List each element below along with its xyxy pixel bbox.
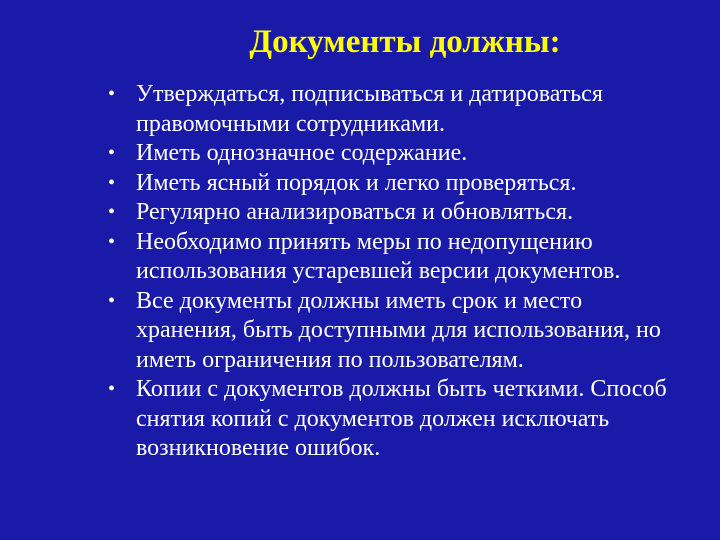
bullet-marker: •: [108, 83, 116, 105]
bullet-text: Иметь ясный порядок и легко проверяться.: [136, 169, 577, 196]
slide-title: Документы должны:: [249, 24, 561, 60]
bullet-item: [108, 228, 688, 287]
bullet-text: Все документы должны иметь срок и место хранения, быть доступными для использования, но иметь ограничения по пользователям.: [136, 287, 661, 373]
bullet-item: [108, 375, 688, 464]
bullet-item: [108, 198, 688, 228]
bullet-marker: •: [108, 201, 116, 223]
bullet-text: Иметь однозначное содержание.: [136, 140, 468, 166]
bullet-marker: •: [108, 289, 116, 312]
bullet-marker: •: [108, 378, 116, 400]
bullet-marker: •: [108, 230, 116, 253]
bullet-marker: •: [108, 171, 116, 194]
bullet-text: Утверждаться, подписываться и датироваться правомочными сотрудниками.: [136, 81, 603, 137]
bullet-item: [108, 139, 688, 169]
bullet-marker: •: [108, 142, 116, 164]
bullet-item: [108, 287, 688, 376]
bullet-item: [108, 169, 688, 199]
bullet-text: Необходимо принять меры по недопущению использования устаревшей версии документов.: [136, 228, 621, 284]
bullet-item: [108, 80, 688, 139]
bullet-text: Регулярно анализироваться и обновляться.: [136, 199, 574, 225]
bullet-text: Копии с документов должны быть четкими. Способ снятия копий с документов должен исключать возникновение ошибок.: [136, 376, 667, 461]
bullet-list: [108, 80, 688, 464]
